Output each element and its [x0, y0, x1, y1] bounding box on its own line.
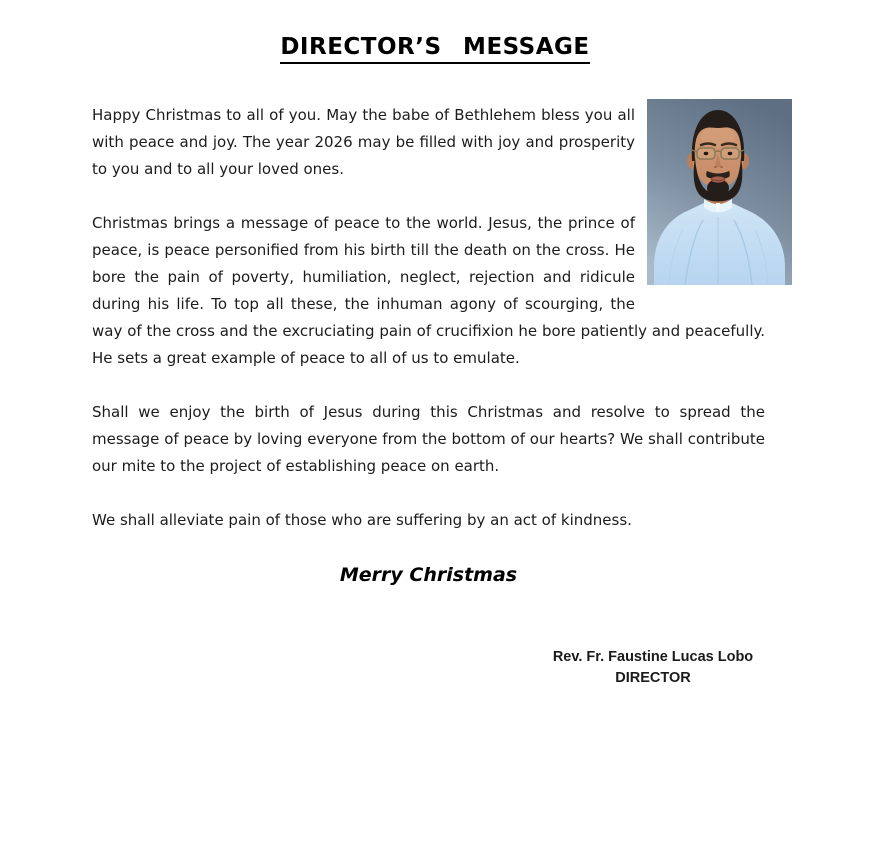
paragraph-1: Happy Christmas to all of you. May the babe of Bethlehem bless you all with peace and joy. The year 2026 may be filled with joy and prosperity to you and to all your loved ones.	[92, 106, 635, 178]
director-portrait-photo	[647, 99, 792, 285]
paragraph-3: Shall we enjoy the birth of Jesus during this Christmas and resolve to spread the message of peace by loving everyone from the bottom of our hearts? We shall contribute our mite to the project of establishing peace on earth.	[92, 403, 765, 475]
page-title: DIRECTOR’S MESSAGE	[280, 34, 589, 64]
paragraph-2: Christmas brings a message of peace to the world. Jesus, the prince of peace, is peace personified from his birth till the death on the cross. He bore the pain of poverty, humiliation, neglect, rejection and ridicule during his life. To top all these, the inhuman agony of scourging, the way of the cross and the excruciating pain of crucifixion he bore patiently and peacefully. He sets a great example of peace to all of us to emulate.	[92, 214, 765, 367]
signature-name: Rev. Fr. Faustine Lucas Lobo	[552, 649, 754, 665]
paragraph-4: We shall alleviate pain of those who are suffering by an act of kindness.	[92, 511, 632, 529]
director-portrait-illustration	[647, 99, 792, 285]
signature-role: DIRECTOR	[615, 670, 691, 686]
message-body	[92, 102, 765, 689]
title-wrap	[0, 0, 870, 64]
signature-block	[548, 647, 758, 689]
closing-greeting: Merry Christmas	[339, 564, 518, 586]
